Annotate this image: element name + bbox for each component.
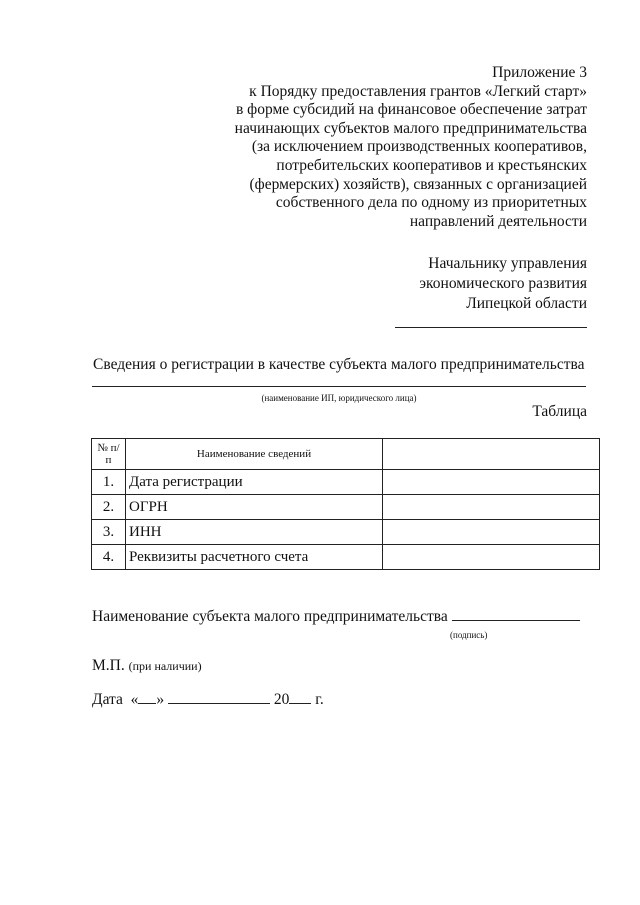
signature-field[interactable] (452, 608, 580, 621)
table-row (92, 545, 600, 570)
row-value-cell[interactable] (383, 470, 600, 495)
date-year-prefix: 20 (273, 691, 290, 708)
stamp-label: М.П. (92, 657, 125, 674)
appendix-header-line: к Порядку предоставления грантов «Легкий старт» (249, 82, 587, 100)
row-num: 3. (92, 520, 126, 545)
date-year-field[interactable] (289, 691, 311, 704)
stamp-row (92, 657, 202, 675)
signature-row (92, 608, 580, 626)
table-header-row (92, 439, 600, 470)
date-year-suffix: г. (315, 691, 324, 708)
date-open-quote: « (130, 691, 139, 708)
header-name: Наименование сведений (126, 439, 383, 470)
row-name: Реквизиты расчетного счета (126, 545, 383, 570)
date-day-field[interactable] (138, 691, 156, 704)
date-close-quote: » (156, 691, 165, 708)
addressee-line: Липецкой области (466, 295, 587, 312)
signature-caption: (подпись) (450, 630, 488, 640)
date-row (92, 691, 324, 709)
registration-table (91, 438, 600, 570)
row-num: 2. (92, 495, 126, 520)
table-row (92, 495, 600, 520)
appendix-header (187, 64, 587, 231)
header-num: № п/п (92, 439, 126, 470)
appendix-header-line: собственного дела по одному из приоритетных (275, 194, 587, 212)
row-name: Дата регистрации (126, 470, 383, 495)
header-value (383, 439, 600, 470)
row-value-cell[interactable] (383, 520, 600, 545)
appendix-header-line: потребительских кооперативов и крестьянских (276, 156, 587, 174)
row-num: 1. (92, 470, 126, 495)
entity-name-field[interactable] (92, 386, 586, 387)
addressee-name-field[interactable] (395, 315, 587, 328)
addressee-line: экономического развития (419, 275, 587, 292)
addressee-line: Начальнику управления (428, 255, 587, 272)
appendix-header-line: (за исключением производственных кооперативов, (251, 138, 587, 156)
appendix-header-line: начинающих субъектов малого предпринимательства (234, 119, 587, 137)
date-month-field[interactable] (168, 691, 270, 704)
appendix-header-line: (фермерских) хозяйств), связанных с организацией (249, 175, 587, 193)
table-label: Таблица (532, 403, 587, 420)
row-value-cell[interactable] (383, 545, 600, 570)
appendix-header-line: Приложение 3 (492, 64, 587, 81)
table-row (92, 470, 600, 495)
row-name: ИНН (126, 520, 383, 545)
row-name: ОГРН (126, 495, 383, 520)
signature-label: Наименование субъекта малого предпринимательства (92, 608, 448, 625)
table-row (92, 520, 600, 545)
appendix-header-line: направлений деятельности (409, 212, 587, 230)
date-label: Дата (92, 691, 123, 708)
appendix-header-line: в форме субсидий на финансовое обеспечение затрат (235, 101, 587, 119)
row-value-cell[interactable] (383, 495, 600, 520)
addressee-block (287, 254, 587, 334)
entity-name-caption: (наименование ИП, юридического лица) (261, 393, 417, 403)
form-title: Сведения о регистрации в качестве субъекта малого предпринимательства (93, 356, 585, 373)
row-num: 4. (92, 545, 126, 570)
stamp-note: (при наличии) (128, 659, 202, 673)
